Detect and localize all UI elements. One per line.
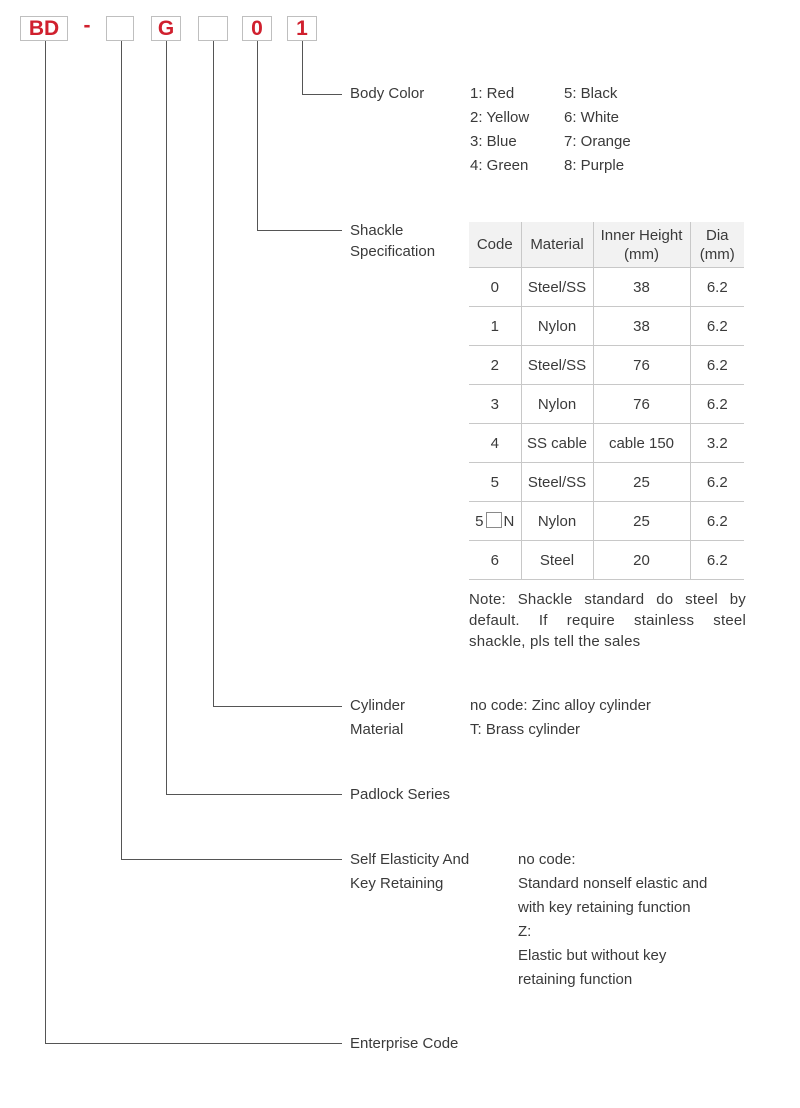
- shackle-note: Note: Shackle standard do steel by default. If require stainless steel shackle, pls tell the sales: [469, 591, 746, 650]
- connector-series-h: [166, 794, 342, 795]
- elasticity-label-line1: Self Elasticity And: [350, 851, 470, 868]
- cell-code: 4: [469, 424, 521, 463]
- code-box-blank-2: [198, 16, 228, 41]
- code-box-color: 1: [287, 16, 317, 41]
- header-material: Material: [521, 222, 593, 268]
- cylinder-label-line1: Cylinder: [350, 697, 406, 714]
- cell-dia: 6.2: [690, 385, 744, 424]
- table-row: [469, 424, 744, 463]
- cell-dia: 3.2: [690, 424, 744, 463]
- code-box-blank-1: [106, 16, 134, 41]
- elasticity-line: no code:: [518, 851, 576, 868]
- cylinder-label-line2: Material: [350, 721, 404, 738]
- table-row: [469, 463, 744, 502]
- cell-height: 38: [593, 268, 690, 307]
- cell-dia: 6.2: [690, 541, 744, 580]
- cell-code: 1: [469, 307, 521, 346]
- connector-shackle-h: [257, 230, 342, 231]
- header-dia-l1: Dia: [705, 226, 729, 244]
- table-row: [469, 385, 744, 424]
- code-box-prefix: BD: [20, 16, 68, 41]
- code-box-series: G: [151, 16, 181, 41]
- elasticity-line: Elastic but without key: [518, 947, 667, 964]
- cell-height: 38: [593, 307, 690, 346]
- connector-enterprise-h: [45, 1043, 342, 1044]
- connector-elastic-h: [121, 859, 342, 860]
- cell-height: 76: [593, 346, 690, 385]
- connector-shackle-v: [257, 41, 258, 230]
- cell-code-pre: 5: [475, 513, 484, 530]
- cell-material: Steel/SS: [521, 268, 593, 307]
- code-dash: -: [83, 14, 91, 37]
- padlock-series-label: Padlock Series: [350, 786, 451, 803]
- shackle-label-line1: Shackle: [350, 222, 404, 239]
- header-dia-l2: (mm): [699, 245, 735, 263]
- color-option: 5: Black: [564, 85, 618, 102]
- elasticity-label-line2: Key Retaining: [350, 875, 444, 892]
- cell-code-post: N: [503, 513, 515, 530]
- cylinder-option: T: Brass cylinder: [470, 721, 581, 738]
- cell-height: 76: [593, 385, 690, 424]
- color-option: 3: Blue: [470, 133, 517, 150]
- cell-material: Nylon: [521, 502, 593, 541]
- cell-code: 6: [469, 541, 521, 580]
- header-inner-height: [593, 222, 690, 268]
- cell-dia: 6.2: [690, 346, 744, 385]
- color-option: 2: Yellow: [470, 109, 530, 126]
- cell-dia: 6.2: [690, 268, 744, 307]
- cell-material: Nylon: [521, 307, 593, 346]
- table-row: [469, 502, 744, 541]
- header-dia: [690, 222, 744, 268]
- cell-material: Steel/SS: [521, 346, 593, 385]
- cell-material: Nylon: [521, 385, 593, 424]
- header-inner-height-l2: (mm): [624, 245, 659, 263]
- cell-dia: 6.2: [690, 307, 744, 346]
- cell-height: 20: [593, 541, 690, 580]
- connector-series-v: [166, 41, 167, 794]
- cell-material: Steel: [521, 541, 593, 580]
- cell-dia: 6.2: [690, 502, 744, 541]
- header-code: Code: [469, 222, 521, 268]
- cell-material: Steel/SS: [521, 463, 593, 502]
- connector-color-h: [302, 94, 342, 95]
- table-row: [469, 346, 744, 385]
- code-box-shackle: 0: [242, 16, 272, 41]
- cell-code: [469, 502, 521, 541]
- cell-code: 0: [469, 268, 521, 307]
- shackle-table: [469, 222, 744, 580]
- body-color-label: Body Color: [350, 85, 425, 102]
- connector-color-v: [302, 41, 303, 94]
- color-option: 7: Orange: [564, 133, 631, 150]
- color-option: 1: Red: [470, 85, 515, 102]
- table-row: [469, 307, 744, 346]
- cell-height: 25: [593, 463, 690, 502]
- connector-cylinder-h: [213, 706, 342, 707]
- color-option: 4: Green: [470, 157, 529, 174]
- cell-dia: 6.2: [690, 463, 744, 502]
- elasticity-line: Standard nonself elastic and: [518, 875, 708, 892]
- enterprise-code-label: Enterprise Code: [350, 1035, 459, 1052]
- header-inner-height-l1: Inner Height: [600, 226, 683, 244]
- table-row: [469, 268, 744, 307]
- shackle-label-line2: Specification: [350, 243, 436, 260]
- connector-elastic-v: [121, 41, 122, 859]
- color-option: 6: White: [564, 109, 620, 126]
- connector-enterprise-v: [45, 41, 46, 1043]
- table-header-row: [469, 222, 744, 268]
- elasticity-line: Z:: [518, 923, 532, 940]
- cell-code: 3: [469, 385, 521, 424]
- elasticity-line: with key retaining function: [518, 899, 691, 916]
- cylinder-option: no code: Zinc alloy cylinder: [470, 697, 651, 714]
- table-row: [469, 541, 744, 580]
- cell-code: 2: [469, 346, 521, 385]
- color-option: 8: Purple: [564, 157, 625, 174]
- cell-height: cable 150: [593, 424, 690, 463]
- elasticity-line: retaining function: [518, 971, 633, 988]
- cell-height: 25: [593, 502, 690, 541]
- blank-box-icon: [486, 512, 502, 528]
- shackle-label: [350, 220, 435, 262]
- cell-code: 5: [469, 463, 521, 502]
- cell-material: SS cable: [521, 424, 593, 463]
- connector-cylinder-v: [213, 41, 214, 706]
